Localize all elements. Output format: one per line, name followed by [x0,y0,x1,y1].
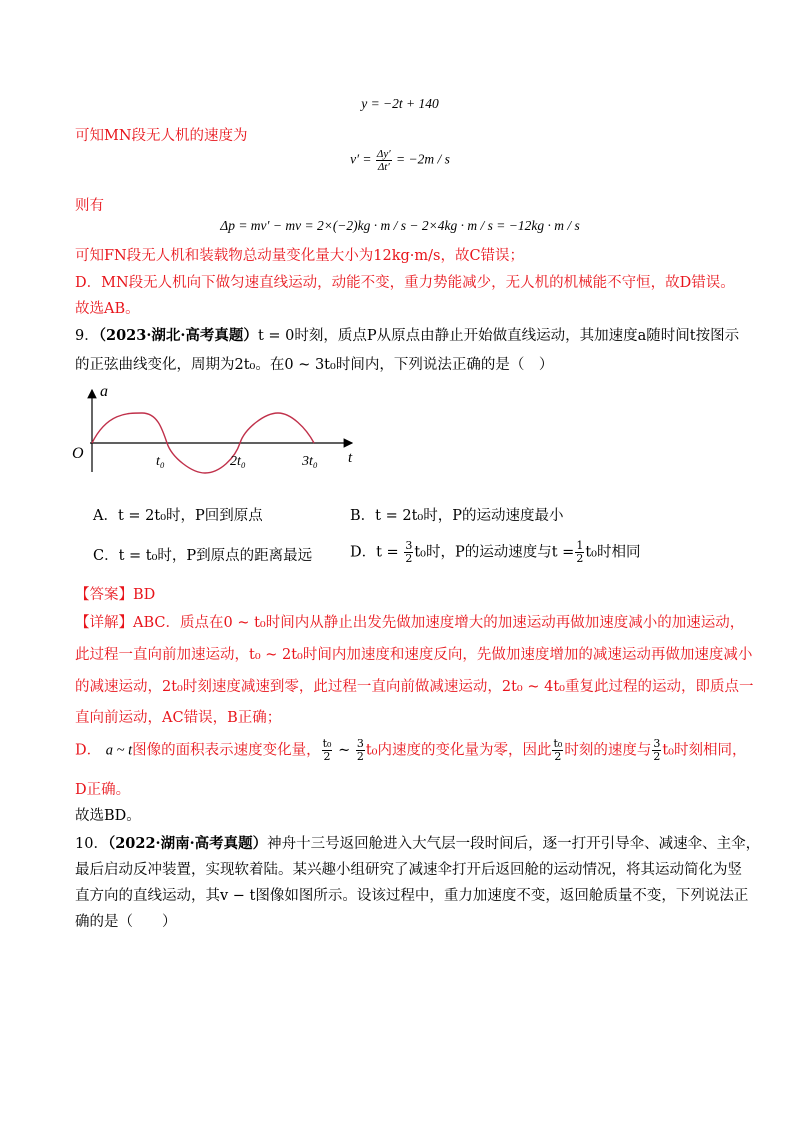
frac-num-3c: 3 [653,737,661,750]
eq2-numerator: Δy′ [376,148,391,160]
q9-line1 [75,326,739,346]
option-d-prefix: D．t = [350,544,399,561]
option-c: C．t = t₀时，P到原点的距离最远 [93,548,313,564]
detail-5-at: a ~ t [105,742,133,759]
detail-frac-3-2 [356,738,365,763]
q9-number: 9． [75,328,99,344]
eq2-denominator: Δt′ [377,161,390,173]
detail-6: D正确。 [75,782,131,798]
tick-3t0: 3t₀ [302,454,318,469]
detail-5-tilde: ~ [333,742,355,759]
q10-line4: 确的是（ ） [75,914,177,930]
q9-source: （2023·湖北·高考真题） [98,327,258,344]
eq2-lhs: v′ = [350,151,372,167]
frac-den-2b: 2 [576,552,584,565]
a-axis-label: a [100,383,108,400]
q9-end: 故选BD。 [75,808,141,824]
text-then: 则有 [75,198,104,214]
q10-line1 [75,834,760,854]
q10-line2: 最后启动反冲装置，实现软着陆。某兴趣小组研究了减速伞打开后返回舱的运动情况，将其运动简化为竖 [75,862,742,878]
detail-5 [75,738,746,763]
option-d-frac-3-2 [404,540,413,565]
text-fn-momentum: 可知FN段无人机和装载物总动量变化量大小为12kg·m/s，故C错误； [75,248,525,264]
option-a: A．t = 2t₀时，P回到原点 [93,508,263,524]
frac-den-2: 2 [405,552,413,565]
detail-4: 直向前运动，AC错误，B正确； [75,710,282,726]
option-d-frac-1-2 [575,540,584,565]
detail-frac-t0-2b [552,738,563,763]
detail-1: 【详解】ABC．质点在0 ~ t₀时间内从静止出发先做加速度增大的加速运动再做加速度减小的加速运动， [75,615,745,631]
eq2-rhs: = −2m / s [396,151,450,167]
detail-5-text4: t₀时刻相同， [662,742,747,759]
answer: 【答案】BD [75,587,156,603]
tick-t0: t₀ [156,454,165,469]
t-axis-label: t [348,450,353,466]
detail-5-text1: 图像的面积表示速度变化量， [132,742,321,759]
frac-den-2f: 2 [653,750,661,763]
text-option-d-wrong: D．MN段无人机向下做匀速直线运动，动能不变，重力势能减少，无人机的机械能不守恒，故D错误。 [75,275,735,291]
q10-text1: 神舟十三号返回舱进入大气层一段时间后，逐一打开引导伞、减速伞、主伞， [267,836,761,852]
sine-acceleration-graph [70,380,360,480]
frac-num-t0b: t₀ [553,737,563,750]
origin-label: O [72,445,84,462]
frac-num-1: 1 [576,539,584,552]
equation-v [0,148,800,173]
frac-den-2d: 2 [356,750,364,763]
detail-5-text3: 时刻的速度与 [564,742,652,759]
option-b: B．t = 2t₀时，P的运动速度最小 [350,508,564,524]
frac-num-t0: t₀ [322,737,332,750]
q10-number: 10． [75,836,108,852]
detail-5-text2: t₀内速度的变化量为零，因此 [365,742,552,759]
frac-num-3b: 3 [356,737,364,750]
option-d-mid: t₀时，P的运动速度与t = [414,544,575,561]
detail-frac-t0-2 [322,738,333,763]
tick-2t0: 2t₀ [230,454,246,469]
detail-2: 此过程一直向前加速运动，t₀ ~ 2t₀时间内加速度和速度反向，先做加速度增加的减速运动再做加速度减小 [75,647,753,663]
frac-den-2c: 2 [323,750,331,763]
option-d-suffix: t₀时相同 [585,544,641,561]
eq2-fraction [376,148,392,173]
detail-3: 的减速运动，2t₀时刻速度减速到零，此过程一直向前做减速运动，2t₀ ~ 4t₀重复此过程的运动，即质点一 [75,679,754,695]
detail-frac-3-2b [652,738,661,763]
detail-5-prefix: D． [75,742,102,759]
text-choose-ab: 故选AB。 [75,301,140,317]
option-d [350,540,640,565]
equation-momentum: Δp = mv′ − mv = 2×(−2)kg · m / s − 2×4kg · m / s = −12kg · m / s [220,218,580,233]
text-mn-velocity: 可知MN段无人机的速度为 [75,128,248,144]
equation-y: y = −2t + 140 [361,96,439,111]
q10-source: （2022·湖南·高考真题） [107,835,268,852]
q9-text1: t = 0时刻，质点P从原点由静止开始做直线运动，其加速度a随时间t按图示 [257,328,740,344]
frac-den-2e: 2 [554,750,562,763]
q10-line3: 直方向的直线运动，其v − t图像如图所示。设该过程中，重力加速度不变，返回舱质量不变，下列说法正 [75,888,749,904]
q9-line2: 的正弦曲线变化，周期为2t₀。在0 ~ 3t₀时间内，下列说法正确的是（ ） [75,357,554,373]
frac-num-3: 3 [405,539,413,552]
